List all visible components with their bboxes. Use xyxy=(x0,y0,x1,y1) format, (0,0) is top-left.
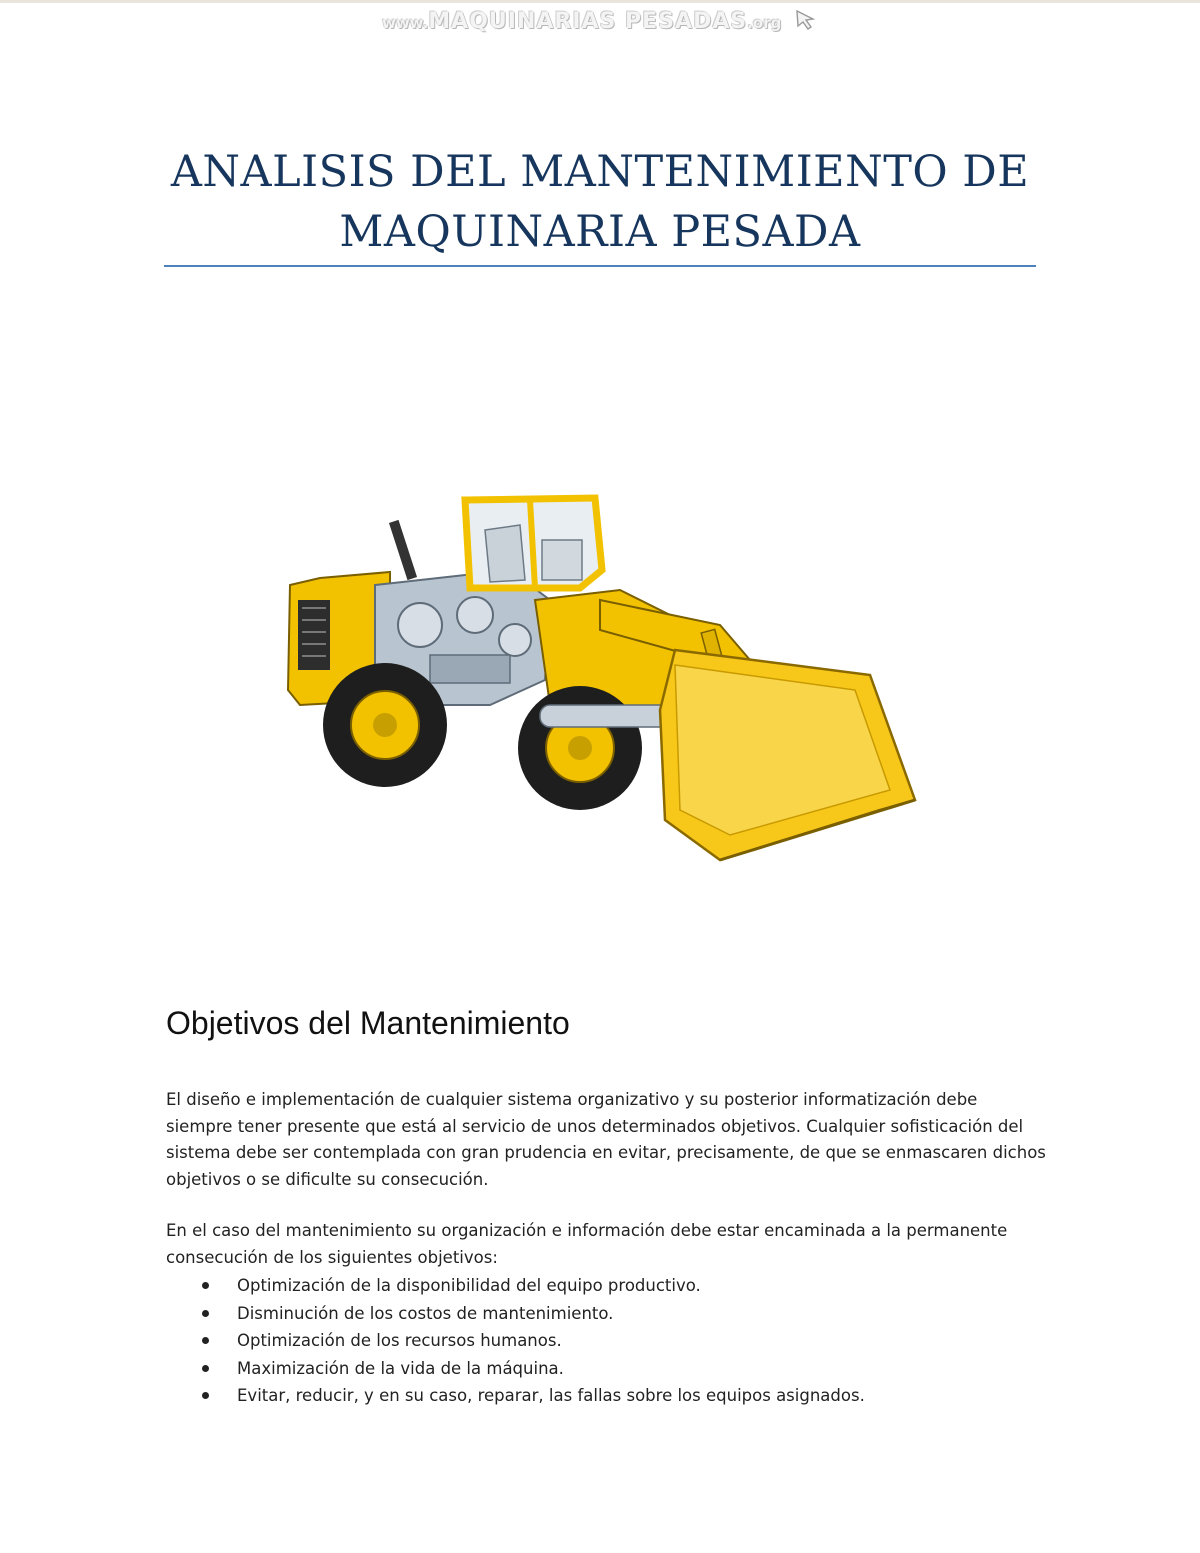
top-border-line xyxy=(0,0,1200,3)
bullet-icon xyxy=(202,1365,209,1372)
loader-rear-grille xyxy=(298,600,330,670)
list-item: Disminución de los costos de mantenimiento. xyxy=(196,1300,1056,1328)
watermark-main: MAQUINARIAS PESADAS xyxy=(428,9,748,34)
list-item: Maximización de la vida de la máquina. xyxy=(196,1355,1056,1383)
wheel-loader-image xyxy=(280,490,930,870)
watermark-prefix: www. xyxy=(381,14,429,32)
paragraph-objectives-lead: En el caso del mantenimiento su organización e información debe estar encaminada a la permanente consecución de los siguientes objetivos: xyxy=(166,1221,1008,1267)
title-line-1: ANALISIS DEL MANTENIMIENTO DE xyxy=(170,147,1030,197)
list-item: Evitar, reducir, y en su caso, reparar, las fallas sobre los equipos asignados. xyxy=(196,1382,1056,1410)
paragraph-intro: El diseño e implementación de cualquier sistema organizativo y su posterior informatización debe siempre tener presente que está al servicio de unos determinados objetivos. Cualquier sofisticación del sistema debe ser contemplada con gran prudencia en evitar, precisamente, de que se enmascaren dichos objetivos o se dificulte su consecución. xyxy=(166,1090,1046,1189)
list-item: Optimización de la disponibilidad del equipo productivo. xyxy=(196,1272,1056,1300)
document-title xyxy=(164,142,1036,262)
bullet-icon xyxy=(202,1337,209,1344)
list-item: Optimización de los recursos humanos. xyxy=(196,1327,1056,1355)
section-heading: Objetivos del Mantenimiento xyxy=(166,1005,570,1041)
bullet-icon xyxy=(202,1310,209,1317)
watermark-suffix: .org xyxy=(747,14,782,32)
bullet-icon xyxy=(202,1392,209,1399)
loader-exhaust-stack xyxy=(389,520,417,580)
title-line-2: MAQUINARIA PESADA xyxy=(339,207,861,257)
loader-axle-cutaway xyxy=(540,705,670,727)
watermark-banner xyxy=(0,8,1200,36)
objectives-list xyxy=(196,1272,1056,1410)
bullet-icon xyxy=(202,1282,209,1289)
title-underline xyxy=(164,265,1036,267)
cursor-arrow-icon xyxy=(794,8,818,36)
